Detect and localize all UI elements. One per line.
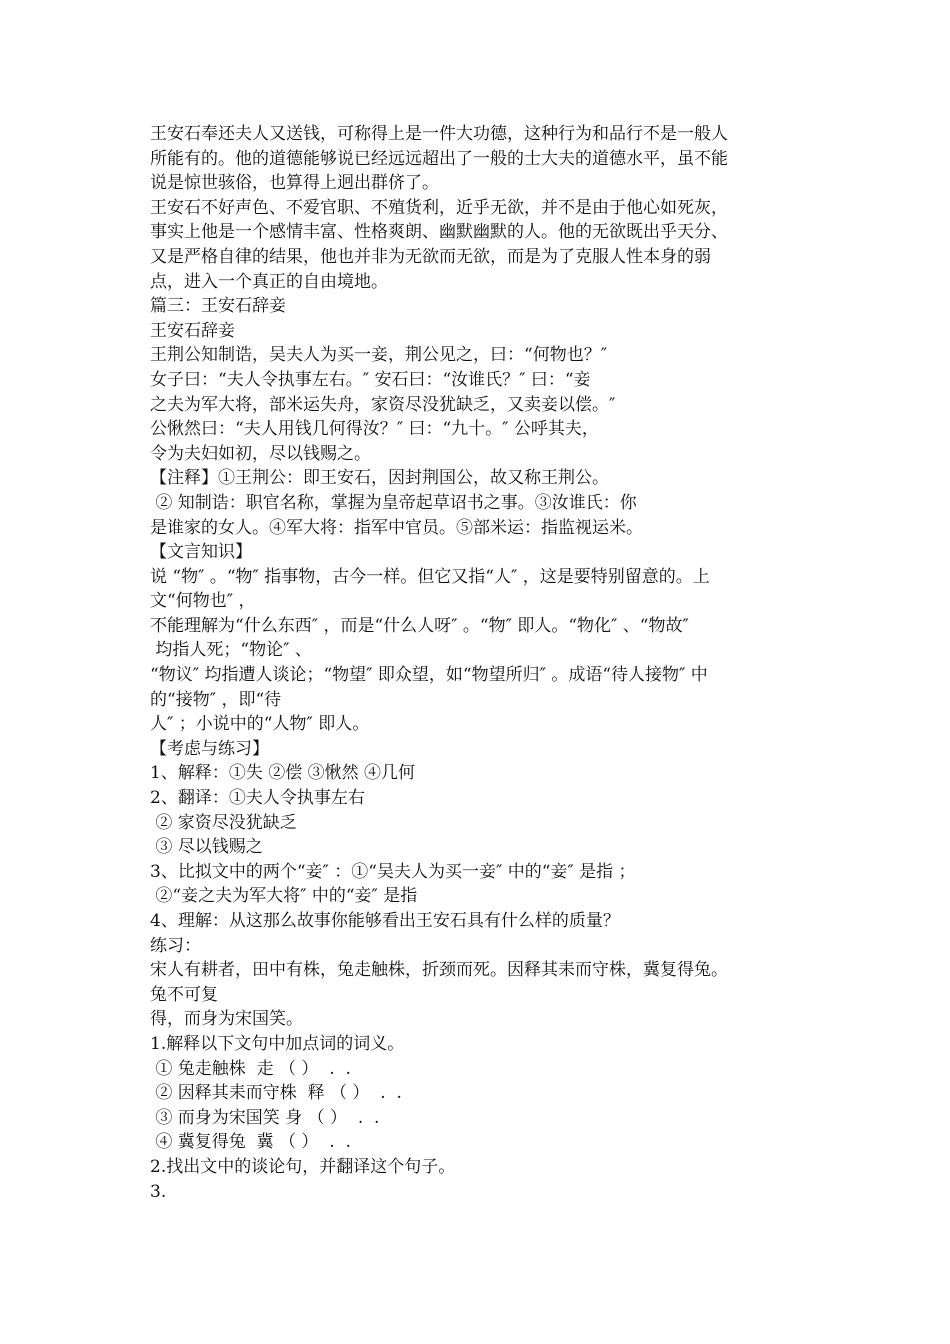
text-line: 王安石不好声色、不爱官职、不殖货利，近乎无欲，并不是由于他心如死灰，	[150, 197, 728, 218]
text-line: 2、翻译：①夫人令执事左右	[150, 788, 365, 809]
text-line: 说是惊世骇俗，也算得上迥出群侪了。	[150, 173, 439, 194]
text-line: ② 知制诰：职官名称，掌握为皇帝起草诏书之事。③汝谁氏：你	[150, 492, 637, 513]
text-line: 3、比拟文中的两个“妾″ ：①“吴夫人为买一妾″ 中的“妾″ 是指 ；	[150, 861, 636, 882]
text-line: ④ 冀复得兔 冀 （ ） . .	[150, 1132, 351, 1153]
text-line: 事实上他是一个感情丰富、性格爽朗、幽默幽默的人。他的无欲既出乎天分、	[150, 222, 728, 243]
text-line: 所能有的。他的道德能够说已经远远超出了一般的士大夫的道德水平，虽不能	[150, 148, 728, 169]
text-line: 4、理解：从这那么故事你能够看出王安石具有什么样的质量？	[150, 911, 620, 931]
practice-heading: 练习：	[150, 935, 201, 956]
text-line: “物议″ 均指遭人谈论；“物望″ 即众望，如“物望所归″ 。成语“待人接物″ 中	[150, 665, 708, 686]
section-heading: 篇三：王安石辞妾	[150, 296, 286, 317]
text-line: ②“妾之夫为军大将″ 中的“妾″ 是指	[150, 886, 418, 907]
text-line: 令为夫妇如初，尽以钱赐之。	[150, 443, 371, 464]
text-line: 又是严格自律的结果，他也并非为无欲而无欲，而是为了克服人性本身的弱	[150, 246, 711, 267]
text-line: 点，进入一个真正的自由境地。	[150, 271, 388, 292]
text-line: 公愀然曰：“夫人用钱几何得汝？″ 曰：“九十。″ 公呼其夫，	[150, 419, 599, 440]
text-line: 说 “物″ 。“物″ 指事物，古今一样。但它又指“人″ ，这是要特别留意的。上	[150, 566, 710, 587]
text-line: 兔不可复	[150, 984, 218, 1005]
article-title: 王安石辞妾	[150, 320, 235, 341]
text-line: 的“接物″ ，即“待	[150, 689, 282, 710]
text-line: 王安石奉还夫人又送钱，可称得上是一件大功德，这种行为和品行不是一般人	[150, 124, 728, 144]
text-line: ③ 尽以钱赐之	[150, 837, 263, 858]
text-line: 不能理解为“什么东西″ ，而是“什么人呀″ 。“物″ 即人。“物化″ 、“物故″	[150, 615, 689, 636]
text-line: 1.解释以下文句中加点词的词义。	[150, 1033, 405, 1054]
text-line: 1、解释：①失 ②偿 ③愀然 ④几何	[150, 763, 416, 784]
text-line: 文“何物也″ ，	[150, 591, 256, 612]
text-line: 2.找出文中的谈论句，并翻译这个句子。	[150, 1156, 456, 1177]
text-line: ② 家资尽没犹缺乏	[150, 812, 297, 833]
notes-heading-line: 【注释】①王荆公：即王安石，因封荆国公，故又称王荆公。	[150, 468, 609, 489]
text-line: ③ 而身为宋国笑 身 （ ） . .	[150, 1107, 380, 1128]
text-line: 之夫为军大将，部米运失舟，家资尽没犹缺乏，又卖妾以偿。″	[150, 394, 616, 415]
text-line: 均指人死；“物论″ 、	[150, 640, 312, 661]
text-line: 得，而身为宋国笑。	[150, 1009, 303, 1030]
text-line: 是谁家的女人。④军大将：指军中官员。⑤部米运：指监视运米。	[150, 517, 643, 538]
text-line: 人″ ；小说中的“人物″ 即人。	[150, 714, 370, 735]
document-body	[150, 122, 805, 1204]
knowledge-heading: 【文言知识】	[150, 542, 252, 563]
exercise-heading: 【考虑与练习】	[150, 738, 269, 759]
text-line: 王荆公知制诰，吴夫人为买一妾，荆公见之，曰：“何物也？″	[150, 345, 608, 366]
text-line: 3.	[150, 1181, 167, 1202]
text-line: ② 因释其耒而守株 释 （ ） . .	[150, 1083, 402, 1104]
text-line: ① 兔走触株 走 （ ） . .	[150, 1058, 351, 1079]
text-line: 女子曰：“夫人令执事左右。″ 安石曰：“汝谁氏？″ 曰：“妾	[150, 369, 591, 390]
text-line: 宋人有耕者，田中有株，兔走触株，折颈而死。因释其耒而守株，冀复得兔。	[150, 960, 728, 981]
